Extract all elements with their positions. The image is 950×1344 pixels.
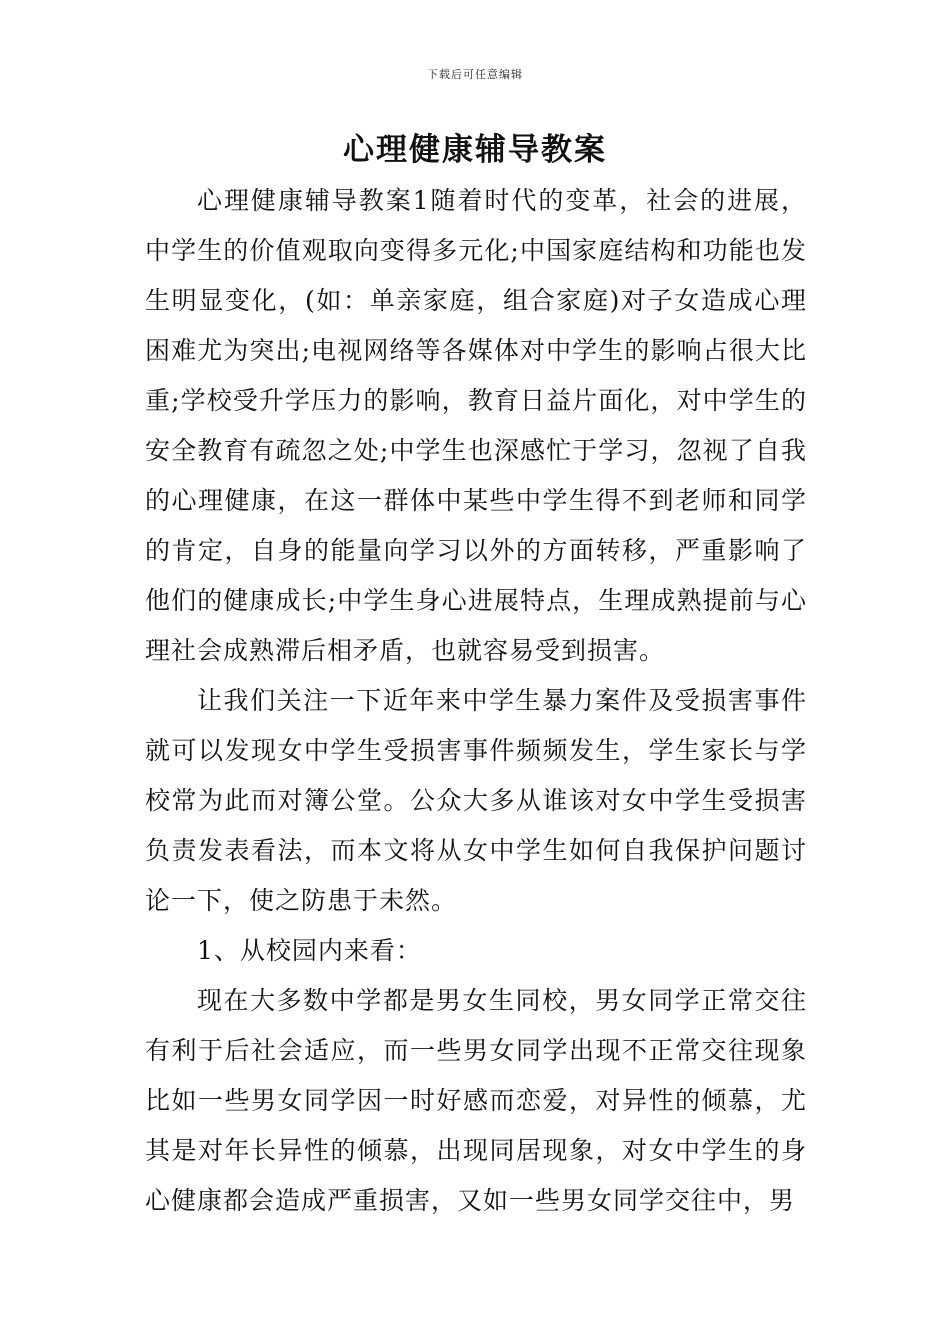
paragraph-campus: 现在大多数中学都是男女生同校，男女同学正常交往有利于后社会适应，而一些男女同学出现不正常交往现象比如一些男女同学因一时好感而恋爱，对异性的倾慕，尤其是对年长异性的倾慕，出现同居现象，对女中学生的身心健康都会造成严重损害，又如一些男女同学交往中，男	[145, 986, 807, 1215]
paragraph-intro: 心理健康辅导教案1随着时代的变革，社会的进展，中学生的价值观取向变得多元化;中国家庭结构和功能也发生明显变化，(如：单亲家庭，组合家庭)对子女造成心理困难尤为突出;电视网络等各媒体对中学生的影响占很大比重;学校受升学压力的影响，教育日益片面化，对中学生的安全教育有疏忽之处;中学生也深感忙于学习，忽视了自我的心理健康，在这一群体中某些中学生得不到老师和同学的肯定，自身的能量向学习以外的方面转移，严重影响了他们的健康成长;中学生身心进展特点，生理成熟提前与心理社会成熟滞后相矛盾，也就容易受到损害。	[145, 186, 807, 665]
section-heading-campus: 1、从校园内来看：	[197, 936, 422, 965]
paragraph-attention: 让我们关注一下近年来中学生暴力案件及受损害事件就可以发现女中学生受损害事件频频发生，学生家长与学校常为此而对簿公堂。公众大多从谁该对女中学生受损害负责发表看法，而本文将从女中学生如何自我保护问题讨论一下，使之防患于未然。	[145, 686, 807, 915]
header-note: 下载后可任意编辑	[427, 68, 523, 81]
document-body	[145, 176, 807, 1226]
document-title: 心理健康辅导教案	[343, 132, 607, 168]
